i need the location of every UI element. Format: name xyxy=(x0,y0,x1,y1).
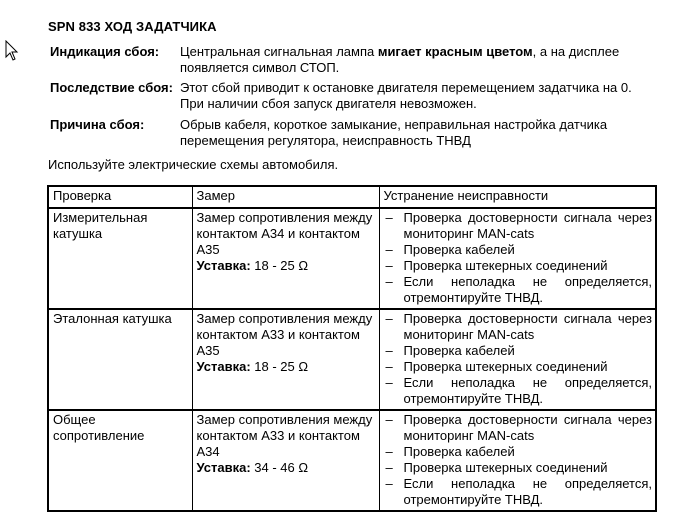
fix-cell xyxy=(379,309,656,410)
check-cell: Измерительная катушка xyxy=(48,208,192,309)
table-header-row xyxy=(48,186,656,208)
list-item: – Проверка кабелей xyxy=(384,242,653,258)
list-item: – Если неполадка не определяется, отремонтируйте ТНВД. xyxy=(384,375,653,407)
list-item: – Проверка достоверности сигнала через мониторинг MAN-cats xyxy=(384,311,653,343)
list-item: – Проверка штекерных соединений xyxy=(384,258,653,274)
mouse-cursor-icon xyxy=(5,40,19,62)
list-item: – Проверка достоверности сигнала через мониторинг MAN-cats xyxy=(384,412,653,444)
fault-consequence-text: Этот сбой приводит к остановке двигателя перемещением задатчика на 0. При наличии сбоя запуск двигателя невозможен. xyxy=(180,80,632,111)
diagnostic-table xyxy=(47,185,657,512)
setting-line: Уставка: 34 - 46 Ω xyxy=(196,460,309,475)
list-item: – Проверка достоверности сигнала через мониторинг MAN-cats xyxy=(384,210,653,242)
list-item: – Проверка штекерных соединений xyxy=(384,460,653,476)
table-row xyxy=(48,208,656,309)
fix-list xyxy=(384,412,653,508)
table-row xyxy=(48,309,656,410)
measure-cell xyxy=(192,410,379,511)
header-measure: Замер xyxy=(192,186,379,208)
fault-indication-label: Индикация сбоя: xyxy=(50,44,160,59)
check-cell: Эталонная катушка xyxy=(48,309,192,410)
list-item: – Если неполадка не определяется, отремонтируйте ТНВД. xyxy=(384,476,653,508)
header-fix: Устранение неисправности xyxy=(379,186,656,208)
setting-line: Уставка: 18 - 25 Ω xyxy=(196,258,309,273)
list-item: – Проверка штекерных соединений xyxy=(384,359,653,375)
fault-cause-text: Обрыв кабеля, короткое замыкание, неправильная настройка датчика перемещения регулятора, неисправность ТНВД xyxy=(180,117,608,148)
header-check: Проверка xyxy=(48,186,192,208)
wiring-note: Используйте электрические схемы автомобиля. xyxy=(48,157,339,172)
fix-list xyxy=(384,311,653,407)
table-row xyxy=(48,410,656,511)
page-title: SPN 833 ХОД ЗАДАТЧИКА xyxy=(48,19,217,34)
fault-indication-text: Центральная сигнальная лампа мигает красным цветом, а на дисплее появляется символ СТОП. xyxy=(180,44,620,75)
fault-consequence-label: Последствие сбоя: xyxy=(50,80,173,95)
measure-cell xyxy=(192,309,379,410)
check-cell: Общее сопротивление xyxy=(48,410,192,511)
measure-text: Замер сопротивления между контактом А33 и контактом А34 xyxy=(196,412,373,459)
fix-cell xyxy=(379,410,656,511)
measure-text: Замер сопротивления между контактом А33 и контактом А35 xyxy=(196,311,373,358)
fix-list xyxy=(384,210,653,306)
measure-text: Замер сопротивления между контактом А34 и контактом А35 xyxy=(196,210,373,257)
list-item: – Проверка кабелей xyxy=(384,343,653,359)
list-item: – Проверка кабелей xyxy=(384,444,653,460)
list-item: – Если неполадка не определяется, отремонтируйте ТНВД. xyxy=(384,274,653,306)
setting-line: Уставка: 18 - 25 Ω xyxy=(196,359,309,374)
fault-cause-label: Причина сбоя: xyxy=(50,117,145,132)
measure-cell xyxy=(192,208,379,309)
fix-cell xyxy=(379,208,656,309)
